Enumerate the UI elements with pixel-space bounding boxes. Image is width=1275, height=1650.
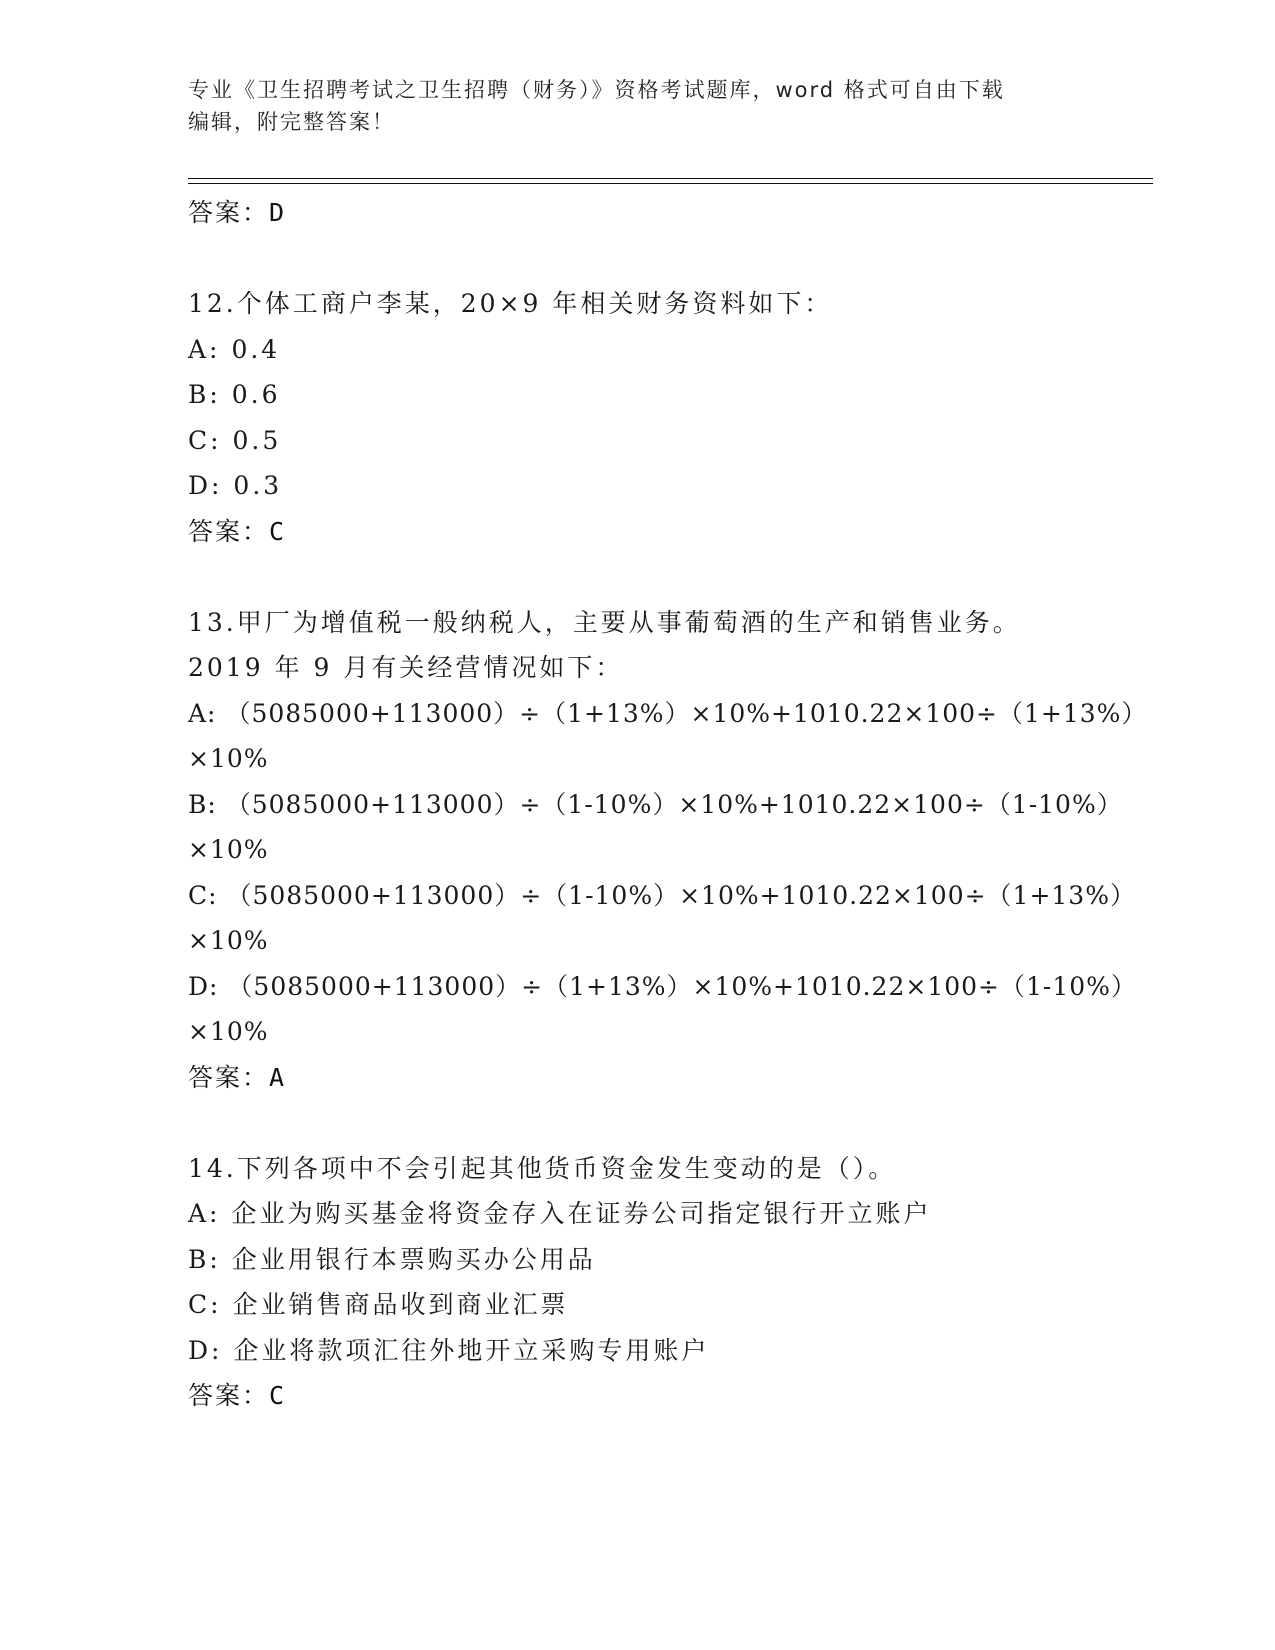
answer-label: 答案： — [188, 1381, 270, 1410]
option-d — [188, 1328, 1148, 1374]
option-label: D: — [188, 971, 228, 1001]
answer-value: A — [269, 1062, 287, 1092]
question-text-continued: 2019 年 9 月有关经营情况如下： — [188, 653, 624, 682]
option-c — [188, 1282, 1148, 1328]
answer-line — [188, 509, 1148, 555]
answer-label: 答案： — [188, 198, 270, 227]
option-text: 企业将款项汇往外地开立采购专用账户 — [233, 1335, 710, 1365]
option-b — [188, 372, 1148, 418]
option-text: （5085000+113000）÷（1-10%）×10%+1010.22×100÷（1+13%） — [226, 880, 1136, 910]
option-label: D: — [188, 1335, 234, 1365]
question-text: 14.下列各项中不会引起其他货币资金发生变动的是（）。 — [188, 1153, 897, 1183]
option-text: （5085000+113000）÷（1-10%）×10%+1010.22×100÷（1-10%） — [225, 789, 1123, 819]
header-divider-top — [188, 178, 1153, 179]
option-label: D: — [188, 471, 234, 500]
option-a-continued: ×10% — [188, 744, 269, 773]
question-text: 13.甲厂为增值税一般纳税人，主要从事葡萄酒的生产和销售业务。 — [188, 607, 1021, 637]
option-text: （5085000+113000）÷（1+13%）×10%+1010.22×100÷（1-10%） — [227, 971, 1137, 1001]
option-text: 0.5 — [232, 425, 282, 455]
option-text: 企业为购买基金将资金存入在证券公司指定银行开立账户 — [231, 1199, 932, 1228]
option-c-continued: ×10% — [188, 926, 269, 955]
option-text: 0.3 — [233, 471, 283, 500]
spacer — [188, 554, 1148, 600]
answer-line — [188, 190, 1148, 236]
option-label: A: — [188, 1199, 232, 1228]
option-a — [188, 327, 1148, 373]
answer-value: C — [269, 516, 287, 546]
option-label: A: — [188, 334, 232, 364]
option-label: B: — [188, 1244, 232, 1274]
option-label: B: — [188, 789, 226, 819]
answer-line — [188, 1055, 1148, 1101]
option-text: 0.6 — [231, 380, 281, 409]
header-divider-bottom — [188, 183, 1153, 184]
option-a — [188, 691, 1148, 737]
answer-value: C — [269, 1381, 287, 1410]
option-a — [188, 1191, 1148, 1237]
question-text: 12.个体工商户李某，20×9 年相关财务资料如下： — [188, 289, 833, 318]
header-line-1: 专业《卫生招聘考试之卫生招聘（财务）》资格考试题库，word 格式可自由下载 — [188, 78, 1005, 102]
option-c — [188, 418, 1148, 464]
option-d — [188, 964, 1148, 1010]
option-label: C: — [188, 425, 233, 455]
option-label: C: — [188, 880, 227, 910]
question-list — [188, 190, 1148, 1419]
spacer — [188, 1100, 1148, 1146]
option-label: B: — [188, 380, 232, 409]
option-d — [188, 463, 1148, 509]
question-block — [188, 281, 1148, 554]
header-line-2: 编辑，附完整答案！ — [188, 110, 395, 134]
answer-label: 答案： — [188, 516, 270, 546]
option-text: （5085000+113000）÷（1+13%）×10%+1010.22×100÷（1+13%） — [225, 698, 1148, 728]
option-b — [188, 1237, 1148, 1283]
spacer — [188, 236, 1148, 282]
question-block — [188, 1146, 1148, 1419]
option-b — [188, 782, 1148, 828]
option-label: C: — [188, 1290, 233, 1319]
question-block — [188, 600, 1148, 1101]
answer-label: 答案： — [188, 1062, 270, 1092]
option-text: 0.4 — [231, 334, 281, 364]
option-c — [188, 873, 1148, 919]
document-header — [188, 74, 1088, 138]
option-b-continued: ×10% — [188, 835, 269, 864]
option-text: 企业用银行本票购买办公用品 — [231, 1244, 596, 1274]
option-d-continued: ×10% — [188, 1017, 269, 1046]
option-label: A: — [188, 698, 226, 728]
answer-line — [188, 1373, 1148, 1419]
option-text: 企业销售商品收到商业汇票 — [232, 1290, 569, 1319]
answer-value: D — [269, 198, 287, 227]
